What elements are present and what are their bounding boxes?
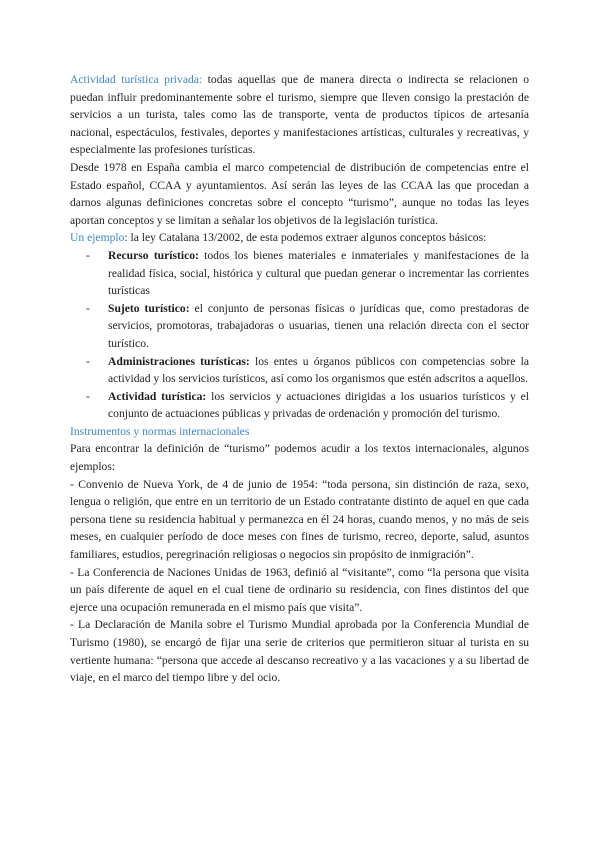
- intro-paragraph: [70, 71, 529, 159]
- example-text: : la ley Catalana 13/2002, de esta podemos extraer algunos conceptos básicos:: [124, 231, 487, 245]
- list-item-term: Administraciones turísticas:: [108, 354, 250, 368]
- dash-marker: -: [86, 389, 90, 403]
- nueva-york-paragraph: - Convenio de Nueva York, de 4 de junio de 1954: “toda persona, sin distinción de raza, sexo, lengua o religión, que entre en un territorio de un Estado contratante distinto de aquel en que cada persona tiene su residencia habitual y permanezca en él 24 horas, cuando menos, y no más de seis meses, en cualquier período de doce meses con fines de turismo, recreo, deporte, salud, asuntos familiares, estudios, peregrinación religiosas o negocios sin propósito de inmigración”.: [70, 477, 529, 562]
- dash-marker: -: [86, 248, 90, 262]
- example-term: Un ejemplo: [70, 231, 125, 245]
- manila-paragraph: - La Declaración de Manila sobre el Turismo Mundial aprobada por la Conferencia Mundial de Turismo (1980), se encargó de fijar una serie de criterios que permitieron situar al turista en su vertiente humana: “persona que accede al descanso recreativo y a las vacaciones y a su libertad de viaje, en el marco del tiempo libre y del ocio.: [70, 618, 529, 685]
- section-heading: Instrumentos y normas internacionales: [70, 424, 250, 438]
- competencias-paragraph: Desde 1978 en España cambia el marco competencial de distribución de competencias entre el Estado español, CCAA y ayuntamientos. Así serán las leyes de las CCAA las que procedan a darnos algunas definiciones concretas sobre el concepto “turismo”, aunque no todas las leyes aportan conceptos y se limitan a señalar los objetivos de la legislación turística.: [70, 160, 529, 227]
- dash-marker: -: [86, 301, 90, 315]
- list-item: [86, 300, 529, 353]
- intro-text: todas aquellas que de manera directa o indirecta se relacionen o puedan influir predominantemente sobre el turismo, siempre que lleven consigo la prestación de servicios a un turista, tales como las de transporte, venta de productos típicos de artesanía nacional, espectáculos, festivales, deportes y manifestaciones artísticas, culturales y recreativas, y especialmente las profesiones turísticas.: [70, 73, 529, 157]
- list-item-text: los entes u órganos públicos con competencias sobre la actividad y los servicios turísticos, así como los organismos que estén adscritos a aquellos.: [108, 354, 529, 386]
- list-item-text: todos los bienes materiales e inmateriales y manifestaciones de la realidad física, social, histórica y cultural que puedan generar o incrementar las corrientes turísticas: [108, 248, 529, 298]
- concept-list: [70, 247, 529, 423]
- intro-term: Actividad turística privada:: [70, 73, 203, 86]
- dash-marker: -: [86, 354, 90, 368]
- list-item-term: Recurso turístico:: [108, 248, 199, 262]
- list-item: [86, 247, 529, 300]
- list-item-text: el conjunto de personas físicas o jurídicas que, como prestadoras de servicios, promotoras, trabajadoras o usuarias, tienen una relación directa con el sector turístico.: [108, 301, 529, 350]
- example-paragraph: [70, 229, 529, 247]
- document-page: [70, 71, 529, 687]
- list-item-term: Sujeto turístico:: [108, 301, 190, 315]
- list-item: [86, 353, 529, 388]
- list-item: [86, 388, 529, 423]
- list-item-text: los servicios y actuaciones dirigidas a los usuarios turísticos y el conjunto de actuaciones públicas y privadas de ordenación y promoción del turismo.: [108, 389, 529, 421]
- list-item-term: Actividad turística:: [108, 389, 207, 403]
- intro-examples-paragraph: Para encontrar la definición de “turismo” podemos acudir a los textos internacionales, algunos ejemplos:: [70, 442, 529, 474]
- naciones-unidas-paragraph: - La Conferencia de Naciones Unidas de 1963, definió al “visitante”, como “la persona que visita un país diferente de aquel en el cual tiene de ordinario su residencia, con fines distintos del que ejerce una ocupación remunerada en el mismo país que visita”.: [70, 565, 529, 614]
